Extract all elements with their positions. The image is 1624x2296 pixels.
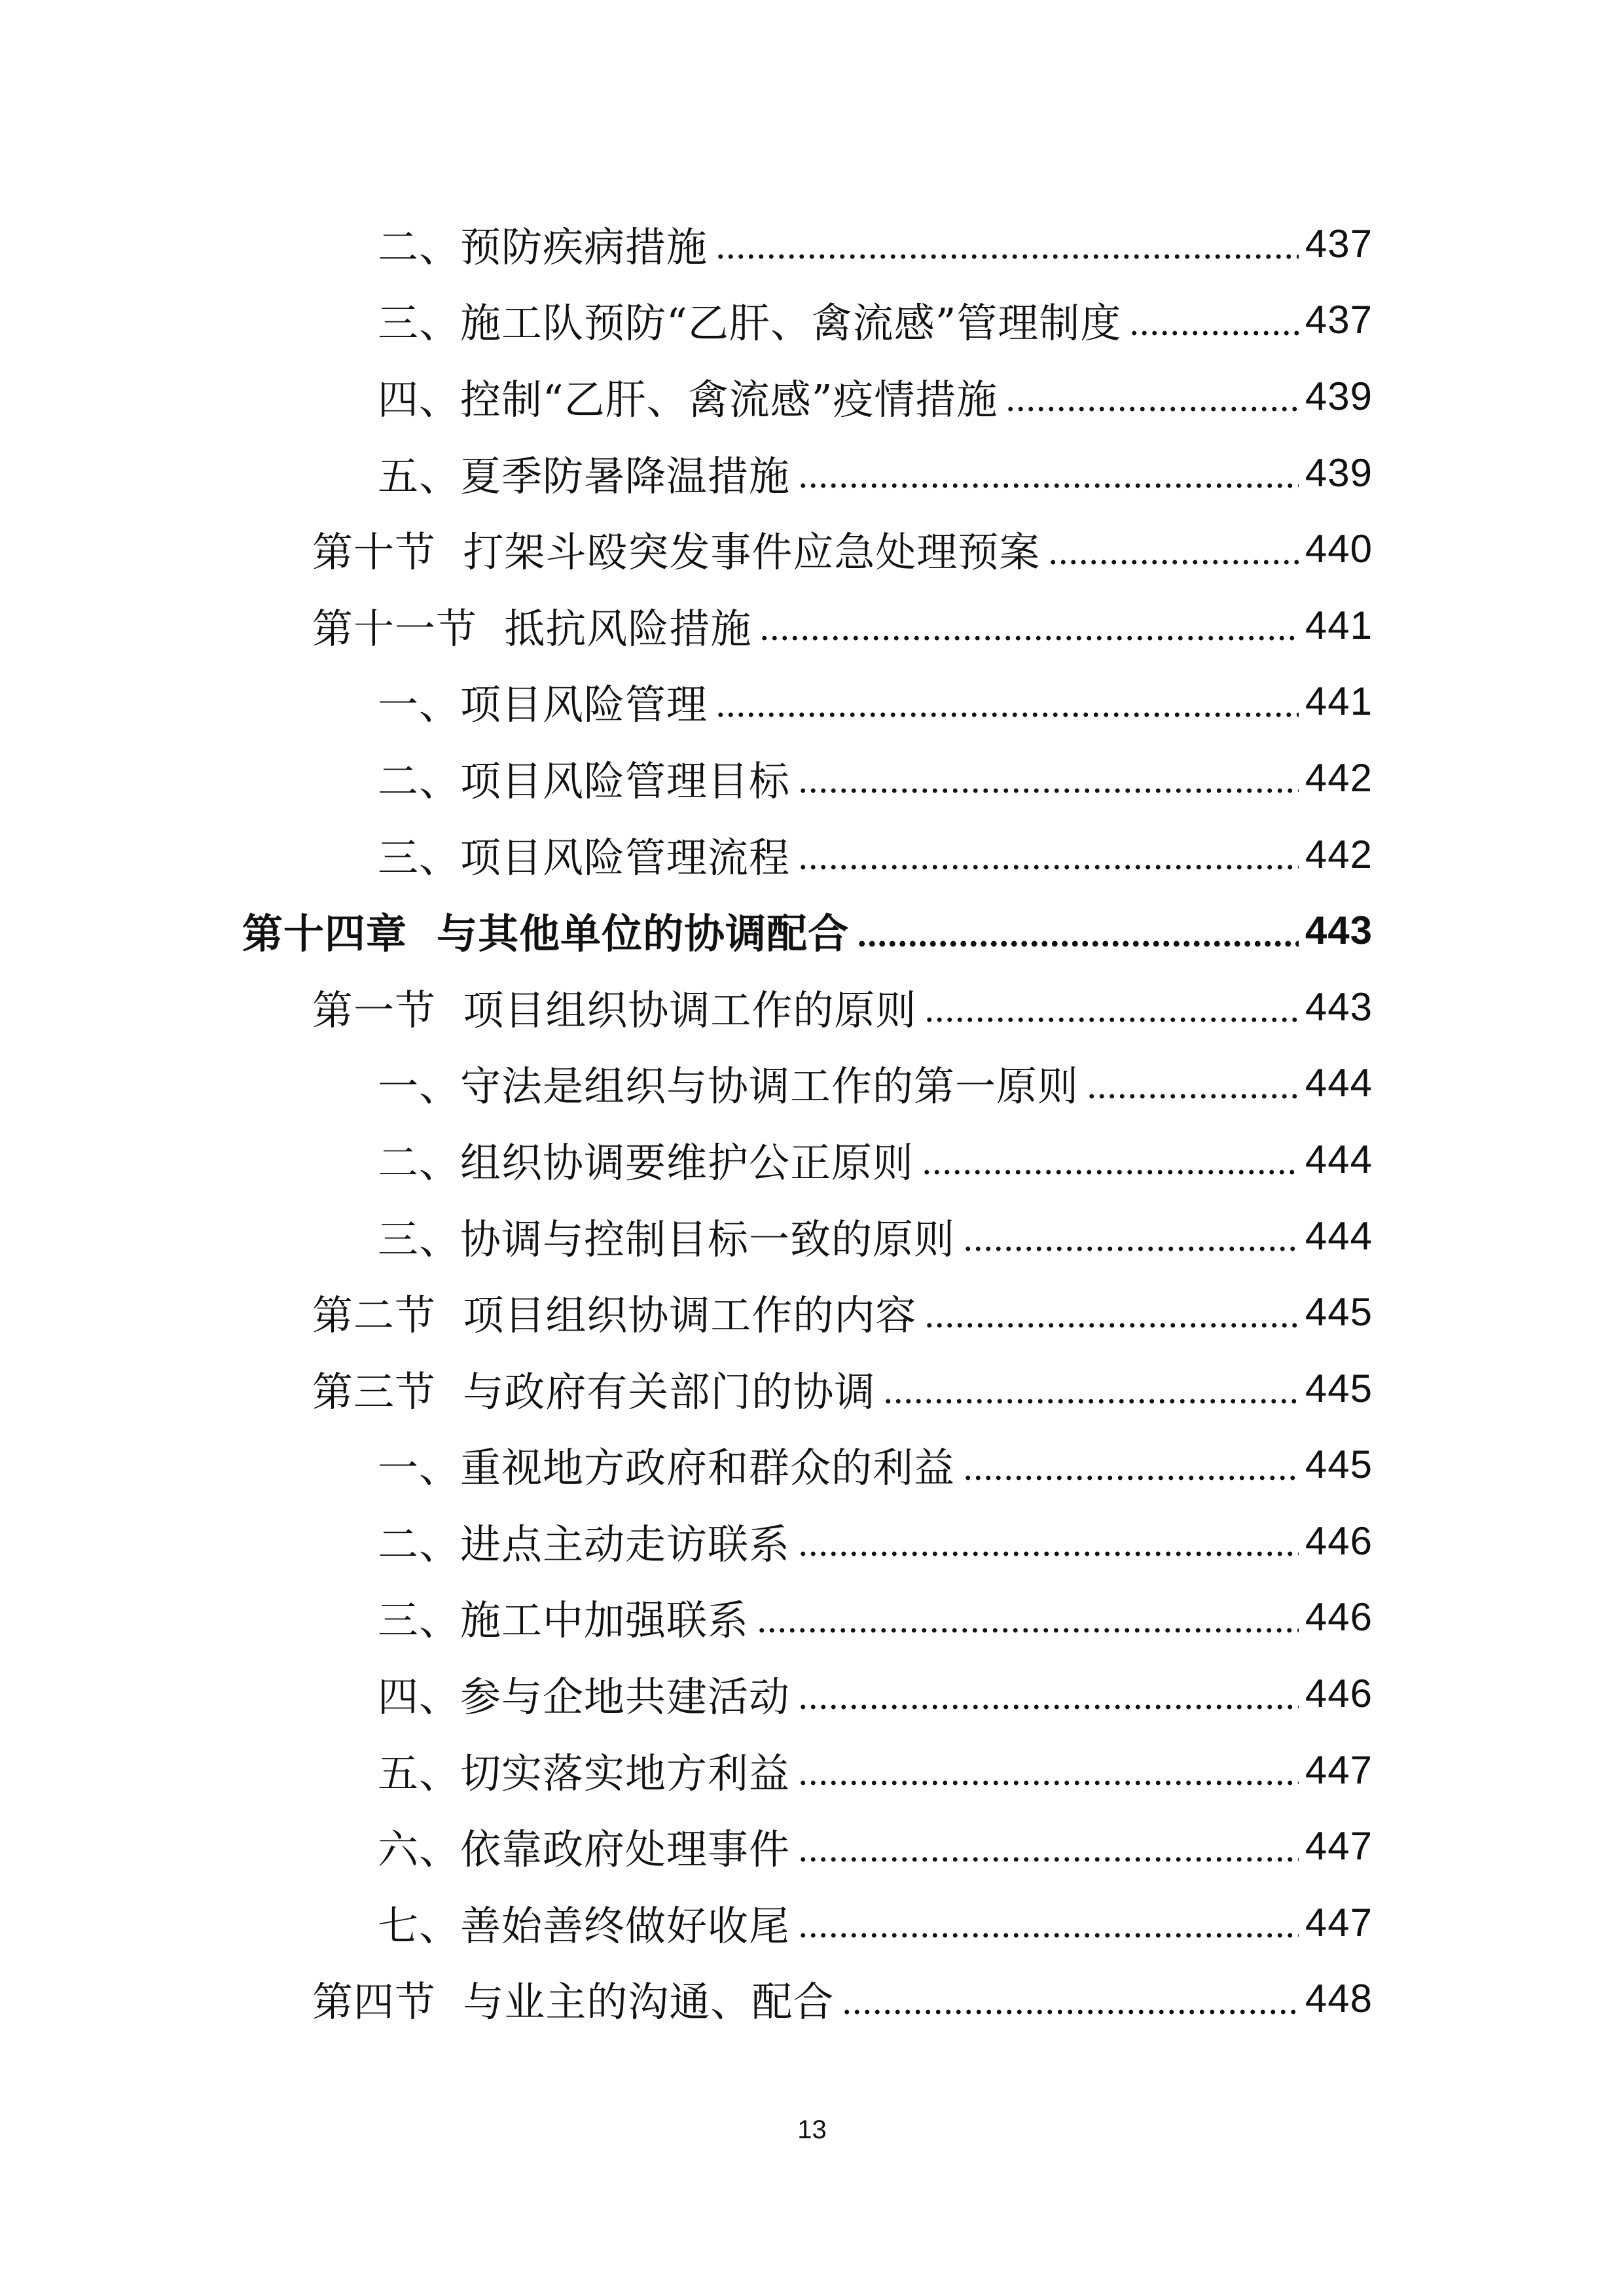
toc-entry-page: 447 xyxy=(1305,1824,1373,1869)
toc-entry-page: 445 xyxy=(1305,1366,1373,1410)
toc-entry[interactable] xyxy=(0,1198,1624,1274)
dot-leader xyxy=(798,452,1299,493)
dot-leader xyxy=(924,986,1298,1027)
toc-entry[interactable] xyxy=(0,358,1624,435)
dot-leader xyxy=(798,834,1299,874)
dot-leader xyxy=(798,1674,1299,1714)
toc-entry-title: 二、项目风险管理目标 xyxy=(378,757,791,805)
page-number: 13 xyxy=(797,2115,827,2144)
toc-entry-page: 441 xyxy=(1305,603,1373,647)
dot-leader xyxy=(924,1292,1298,1333)
toc-entry-title: 第十节 打架斗殴突发事件应急处理预案 xyxy=(312,528,1041,577)
dot-leader xyxy=(963,1444,1299,1485)
toc-entry[interactable] xyxy=(0,1427,1624,1503)
toc-entry-title: 三、协调与控制目标一致的原则 xyxy=(378,1215,956,1263)
toc-entry-title: 四、控制“乙肝、禽流感”疫情措施 xyxy=(378,375,998,423)
toc-entry-title: 第三节 与政府有关部门的协调 xyxy=(312,1367,876,1416)
dot-leader xyxy=(1005,376,1298,416)
dot-leader xyxy=(759,605,1298,645)
toc-entry[interactable] xyxy=(0,435,1624,511)
toc-entry-page: 441 xyxy=(1305,679,1373,724)
toc-entry-title: 一、项目风险管理 xyxy=(378,681,708,729)
toc-entry[interactable] xyxy=(0,1655,1624,1732)
toc-entry-page: 446 xyxy=(1305,1518,1373,1563)
toc-entry[interactable] xyxy=(0,740,1624,816)
toc-entry-page: 446 xyxy=(1305,1672,1373,1716)
dot-leader xyxy=(857,910,1299,951)
toc-entry-page: 446 xyxy=(1305,1595,1373,1640)
toc-entry-title: 三、项目风险管理流程 xyxy=(378,833,791,882)
dot-leader xyxy=(922,1139,1299,1179)
toc-entry[interactable] xyxy=(0,1884,1624,1961)
toc-entry-page: 442 xyxy=(1305,755,1373,800)
toc-entry-title: 第一节 项目组织协调工作的原则 xyxy=(312,986,917,1034)
toc-entry-page: 439 xyxy=(1305,374,1373,418)
toc-entry-title: 二、预防疾病措施 xyxy=(378,223,708,271)
toc-entry[interactable] xyxy=(0,206,1624,282)
dot-leader xyxy=(1048,529,1298,569)
dot-leader xyxy=(963,1215,1299,1256)
toc-entry-title: 二、进点主动走访联系 xyxy=(378,1520,791,1568)
toc-entry-page: 445 xyxy=(1305,1290,1373,1335)
toc-entry-page: 437 xyxy=(1305,221,1373,266)
toc-entry-title: 七、善始善终做好收尾 xyxy=(378,1901,791,1950)
toc-entry-page: 442 xyxy=(1305,832,1373,876)
toc-entry[interactable] xyxy=(0,664,1624,740)
toc-entry[interactable] xyxy=(0,969,1624,1045)
toc-entry-title: 三、施工中加强联系 xyxy=(378,1596,749,1645)
dot-leader xyxy=(798,1902,1299,1943)
dot-leader xyxy=(798,1520,1299,1561)
toc-entry-title: 五、夏季防暑降温措施 xyxy=(378,452,791,500)
toc-entry-title: 四、参与企地共建活动 xyxy=(378,1673,791,1721)
toc-entry-title: 一、重视地方政府和群众的利益 xyxy=(378,1444,956,1492)
toc-entry-title: 二、组织协调要维护公正原则 xyxy=(378,1138,914,1187)
toc-entry[interactable] xyxy=(0,1274,1624,1350)
toc-entry-page: 447 xyxy=(1305,1748,1373,1792)
toc-entry[interactable] xyxy=(0,1121,1624,1198)
dot-leader xyxy=(798,1749,1299,1790)
toc-entry[interactable] xyxy=(0,587,1624,664)
dot-leader xyxy=(1129,300,1298,340)
toc-entry[interactable] xyxy=(0,816,1624,893)
dot-leader xyxy=(798,1826,1299,1867)
toc-entry-title: 三、施工队预防“乙肝、禽流感”管理制度 xyxy=(378,299,1122,348)
toc-entry[interactable] xyxy=(0,282,1624,359)
toc-entry-title: 六、依靠政府处理事件 xyxy=(378,1825,791,1874)
toc-entry[interactable] xyxy=(0,511,1624,587)
toc-entry-page: 443 xyxy=(1305,908,1373,953)
toc-entry-page: 437 xyxy=(1305,298,1373,342)
toc-entry-page: 443 xyxy=(1305,984,1373,1029)
toc-entry[interactable] xyxy=(0,1961,1624,2037)
toc-entry-title: 第十一节 抵抗风险措施 xyxy=(312,604,752,653)
toc-entry[interactable] xyxy=(0,1808,1624,1884)
toc-entry-page: 440 xyxy=(1305,527,1373,571)
toc-entry[interactable] xyxy=(0,1579,1624,1656)
toc-entry-title: 五、切实落实地方利益 xyxy=(378,1749,791,1797)
toc-entry[interactable] xyxy=(0,1350,1624,1427)
toc-entry[interactable] xyxy=(0,1045,1624,1122)
toc-entry-title: 第四节 与业主的沟通、配合 xyxy=(312,1978,835,2026)
dot-leader xyxy=(798,757,1299,798)
dot-leader xyxy=(883,1368,1298,1408)
toc-entry-page: 439 xyxy=(1305,450,1373,495)
dot-leader xyxy=(757,1597,1299,1638)
dot-leader xyxy=(842,1979,1298,2019)
table-of-contents xyxy=(0,206,1624,2037)
toc-entry[interactable] xyxy=(0,892,1624,969)
toc-entry[interactable] xyxy=(0,1503,1624,1579)
toc-entry-page: 444 xyxy=(1305,1137,1373,1181)
toc-entry[interactable] xyxy=(0,1732,1624,1808)
toc-entry-title: 一、守法是组织与协调工作的第一原则 xyxy=(378,1062,1079,1111)
dot-leader xyxy=(715,223,1299,264)
dot-leader xyxy=(715,681,1299,722)
toc-entry-page: 447 xyxy=(1305,1900,1373,1945)
toc-entry-page: 444 xyxy=(1305,1213,1373,1258)
dot-leader xyxy=(1087,1063,1299,1103)
toc-entry-title: 第二节 项目组织协调工作的内容 xyxy=(312,1291,917,1340)
toc-entry-title: 第十四章 与其他单位的协调配合 xyxy=(242,910,850,958)
toc-entry-page: 445 xyxy=(1305,1443,1373,1487)
toc-entry-page: 444 xyxy=(1305,1061,1373,1105)
toc-entry-page: 448 xyxy=(1305,1977,1373,2021)
